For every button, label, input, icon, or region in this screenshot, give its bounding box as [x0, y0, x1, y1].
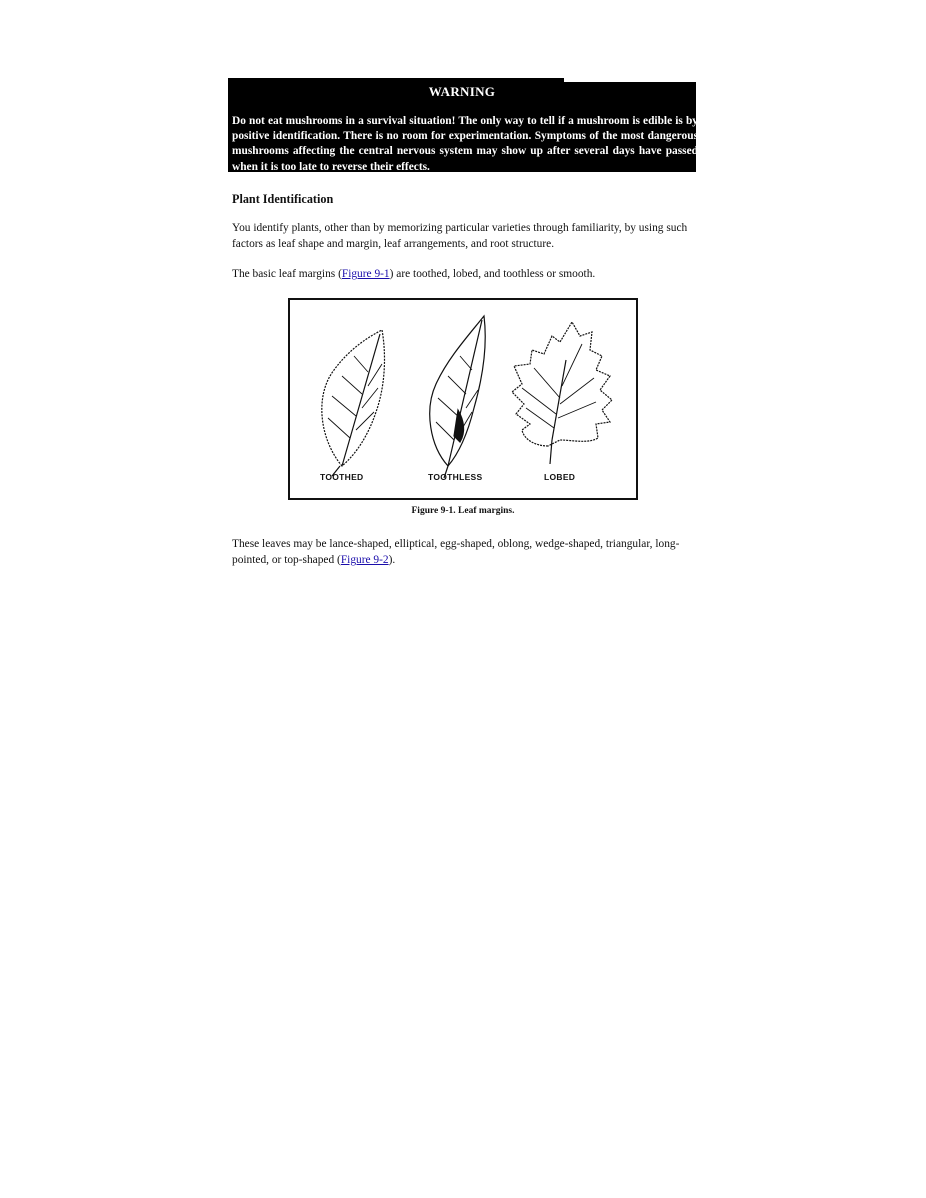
warning-text: Do not eat mushrooms in a survival situation! The only way to tell if a mushroom is edible is by positive identification. There is no room for experimentation. Symptoms of the most dangerous mushrooms affecting the central nervous system may show up after several days have passed when it is too late to reverse their effects. — [232, 115, 698, 173]
toothed-leaf-icon — [322, 330, 385, 476]
warning-title: WARNING — [428, 84, 496, 99]
paragraph-text: These leaves may be lance-shaped, elliptical, egg-shaped, oblong, wedge-shaped, triangular, long-pointed, or top-shaped ( — [232, 538, 680, 566]
lobed-leaf-icon — [512, 322, 612, 464]
paragraph-leaf-shapes — [232, 536, 698, 568]
figure-9-1-link[interactable]: Figure 9-1 — [341, 268, 390, 280]
paragraph-identify: You identify plants, other than by memorizing particular varieties through familiarity, by using such factors as leaf shape and margin, leaf arrangements, and root structure. — [232, 222, 688, 250]
paragraph-leaf-margins — [232, 266, 698, 282]
figure-9-2-link[interactable]: Figure 9-2 — [340, 554, 389, 566]
paragraph-text: ). — [388, 554, 396, 566]
paragraph-text: ) are toothed, lobed, and toothless or smooth. — [389, 268, 596, 280]
leaf-label-toothless: TOOTHLESS — [428, 472, 483, 482]
leaf-label-toothed: TOOTHED — [320, 472, 364, 482]
leaf-label-lobed: LOBED — [544, 472, 576, 482]
leaf-illustrations — [290, 300, 636, 498]
section-heading: Plant Identification — [232, 192, 334, 206]
paragraph-text: The basic leaf margins ( — [232, 268, 342, 280]
toothless-leaf-icon — [430, 316, 486, 478]
leaf-margins-figure — [288, 298, 638, 500]
warning-box — [228, 78, 696, 172]
figure-caption: Figure 9-1. Leaf margins. — [411, 506, 515, 516]
